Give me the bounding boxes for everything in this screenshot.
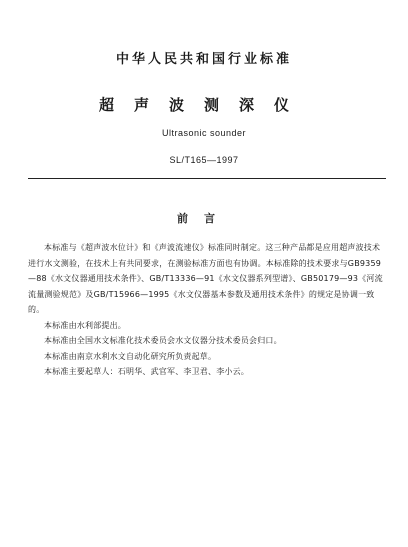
foreword-paragraph: 本标准由全国水文标准化技术委员会水文仪器分技术委员会归口。 [44,336,282,345]
foreword-title: 前言 [177,212,231,225]
standard-code: SL/T165—1997 [169,155,239,165]
foreword-paragraph: 本标准由南京水利水文自动化研究所负责起草。 [44,351,217,361]
foreword-body [28,240,384,380]
standard-header: 中华人民共和国行业标准 [115,52,292,67]
foreword-paragraph: 本标准与《超声波水位计》和《声波流速仪》标准同时制定。这三种产品都是应用超声波技术进行水文测验，在技术上有共同要求，在测验标准方面也有协调。本标准除的技术要求与GB9359—88《水文仪器通用技术条件》、GB/T13336—91《水文仪器系列型谱》、GB50179—93《河流流量测验规范》及GB/T15966—1995《水文仪器基本参数及通用技术条件》的规定是协调一致的。 [28,243,383,314]
english-subtitle: Ultrasonic sounder [161,128,247,138]
foreword-paragraph: 本标准由水利部提出。 [44,320,126,330]
header-divider [28,178,386,179]
foreword-paragraph: 本标准主要起草人：石明华、武官军、李卫君、李小云。 [44,367,249,376]
document-title: 超声波测深仪 [98,96,309,114]
